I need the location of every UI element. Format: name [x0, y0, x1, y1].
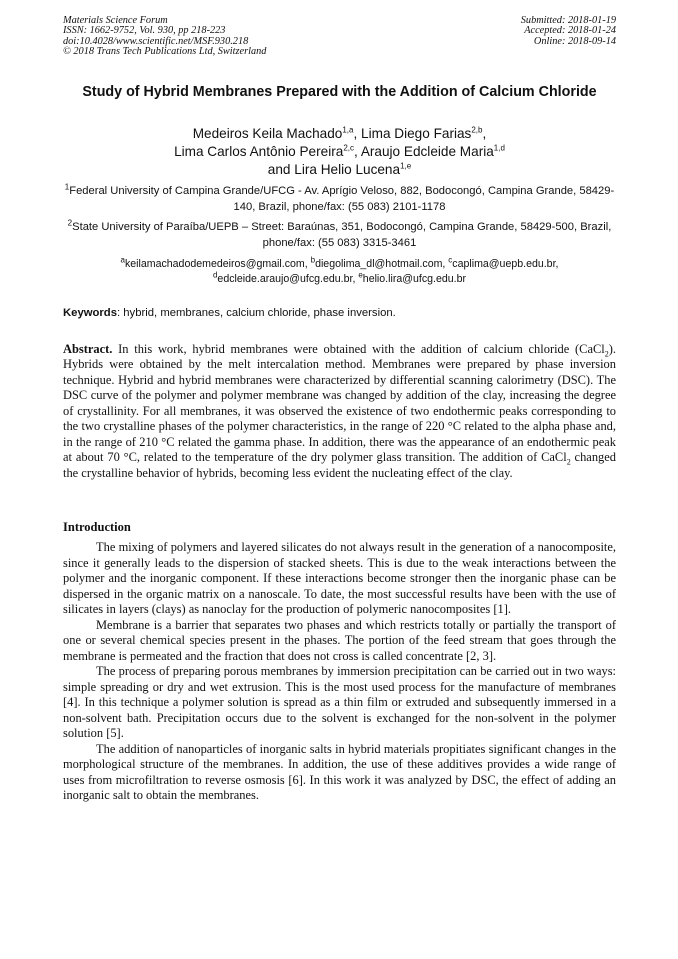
email-link[interactable]: keilamachadodemedeiros@gmail.com [124, 258, 305, 270]
email-sup: b [310, 255, 316, 265]
affiliation-text: Federal University of Campina Grande/UFCG - Av. Aprígio Veloso, 882, Bodocongó, Campina Grande, 58429-140, Brazil, phone/fax: (55 083) 2101-1178 [69, 185, 615, 213]
email-link[interactable]: caplima@uepb.edu.br [452, 258, 556, 270]
keywords-label: Keywords [63, 307, 117, 319]
author-name: Lima Carlos Antônio Pereira [174, 144, 344, 159]
abstract-text: changed the crystalline behavior of hybrids, becoming less evident the nucleating effect of the clay. [63, 450, 616, 480]
introduction-body [63, 540, 616, 804]
email-sep: , [442, 258, 449, 270]
doi-line: doi:10.4028/www.scientific.net/MSF.930.218 [63, 35, 249, 47]
affiliation-2 [63, 220, 616, 251]
author-name: Medeiros Keila Machado [192, 126, 343, 141]
journal-info [63, 16, 266, 58]
online-date: Online: 2018-09-14 [533, 35, 616, 47]
abstract-subscript: 2 [604, 349, 609, 359]
intro-paragraph: The process of preparing porous membranes by immersion precipitation can be carried out in two ways: simple spreading or dry and wet extrusion. This is the most used process for the manufacture of membranes [4]. In this technique a polymer solution is spread as a thin film or extruded and subsequently immersed in a non-solvent bath. Precipitation occurs due to the solvent is exchanged for the non-solvent in the polymer solution [5]. [63, 664, 616, 740]
abstract [63, 342, 616, 481]
author-sup: 1,e [400, 161, 412, 171]
affiliation-1 [63, 184, 616, 215]
email-link[interactable]: helio.lira@ufcg.edu.br [362, 272, 467, 285]
intro-paragraph: Membrane is a barrier that separates two phases and which restricts totally or partially the transport of one or several chemical species present in the phases. The portion of the feed stream that goes through the membrane is permeated and the fraction that does not cross is called concentrate [2, 3]. [63, 617, 616, 663]
abstract-text: In this work, hybrid membranes were obtained with the addition of calcium chloride (CaCl [112, 342, 605, 356]
affiliation-sup: 1 [64, 182, 70, 192]
paper-title: Study of Hybrid Membranes Prepared with the Addition of Calcium Chloride [82, 84, 597, 100]
author-sep: , [353, 126, 362, 141]
email-sup: e [358, 270, 363, 280]
email-sup: c [448, 255, 453, 265]
author-name: and Lira Helio Lucena [267, 162, 401, 177]
abstract-subscript: 2 [566, 457, 571, 467]
email-list [63, 257, 616, 287]
author-list [63, 125, 616, 179]
email-sup: a [120, 255, 125, 265]
email-link[interactable]: edcleide.araujo@ufcg.edu.br [217, 272, 353, 285]
author-sup: 1,d [493, 143, 505, 153]
affiliation-text: State University of Paraíba/UEPB – Street: Baraúnas, 351, Bodocongó, Campina Grande, 58429-500, Brazil, phone/fax: (55 083) 3315-3461 [72, 221, 612, 249]
accepted-date: Accepted: 2018-01-24 [524, 25, 616, 37]
email-sup: d [212, 270, 218, 280]
author-name: Lima Diego Farias [361, 126, 472, 141]
author-sep: , [482, 126, 487, 141]
keywords-text: : hybrid, membranes, calcium chloride, phase inversion. [117, 307, 396, 319]
keywords [63, 306, 616, 320]
intro-paragraph: The addition of nanoparticles of inorganic salts in hybrid materials propitiates significant changes in the morphological structure of the membranes. In addition, the use of these additives provides a wide range of uses from microfiltration to reverse osmosis [6]. In this work it was analyzed by DSC, the effect of adding an inorganic salt to obtain the membranes. [63, 741, 616, 802]
abstract-label: Abstract. [63, 342, 113, 356]
author-name: Araujo Edcleide Maria [360, 144, 494, 159]
author-sep: , [354, 144, 361, 159]
email-sep: , [555, 258, 559, 270]
submitted-date: Submitted: 2018-01-19 [520, 15, 616, 26]
abstract-text: ). Hybrids were obtained by the melt intercalation method. Membranes were prepared by phase inversion technique. Hybrid and hybrid membranes were characterized by differential scanning calorimetry (DSC). The DSC curve of the polymer and polymer membrane was changed by addition of the clay, increasing the degree of crystallinity. For all membranes, it was observed the existence of two endothermic peaks corresponding to the two crystalline phases of the polymer characteristics, in the range of 220 °C related to the alpha phase and, in the range of 210 °C related the gamma phase. In addition, there was the appearance of an endothermic peak at about 70 °C, related to the temperature of the dry polymer glass transition. The addition of CaCl [63, 342, 616, 465]
issn-line: ISSN: 1662-9752, Vol. 930, pp 218-223 [63, 25, 226, 37]
section-heading-introduction: Introduction [63, 520, 131, 534]
email-sep: , [304, 258, 311, 270]
author-sup: 1,a [342, 125, 354, 135]
publication-dates [521, 16, 616, 47]
affiliation-sup: 2 [67, 218, 73, 228]
email-sep: , [352, 272, 359, 285]
author-sup: 2,b [471, 125, 483, 135]
journal-name: Materials Science Forum [63, 15, 168, 26]
author-sup: 2,c [343, 143, 354, 153]
copyright-line: © 2018 Trans Tech Publications Ltd, Switzerland [63, 46, 267, 58]
intro-paragraph: The mixing of polymers and layered silicates do not always result in the generation of a nanocomposite, since it generally leads to the dispersion of stacked sheets. This is due to the weak interactions between the polymer and the inorganic component. If these interactions become stronger then the inorganic phase can be dispersed in the organic matrix on a nanoscale. To date, the most successful results have been with the use of silicates in layers (clays) as nanoclay for the production of polymeric nanocomposites [1]. [63, 540, 616, 616]
email-link[interactable]: diegolima_dl@hotmail.com [315, 258, 443, 270]
